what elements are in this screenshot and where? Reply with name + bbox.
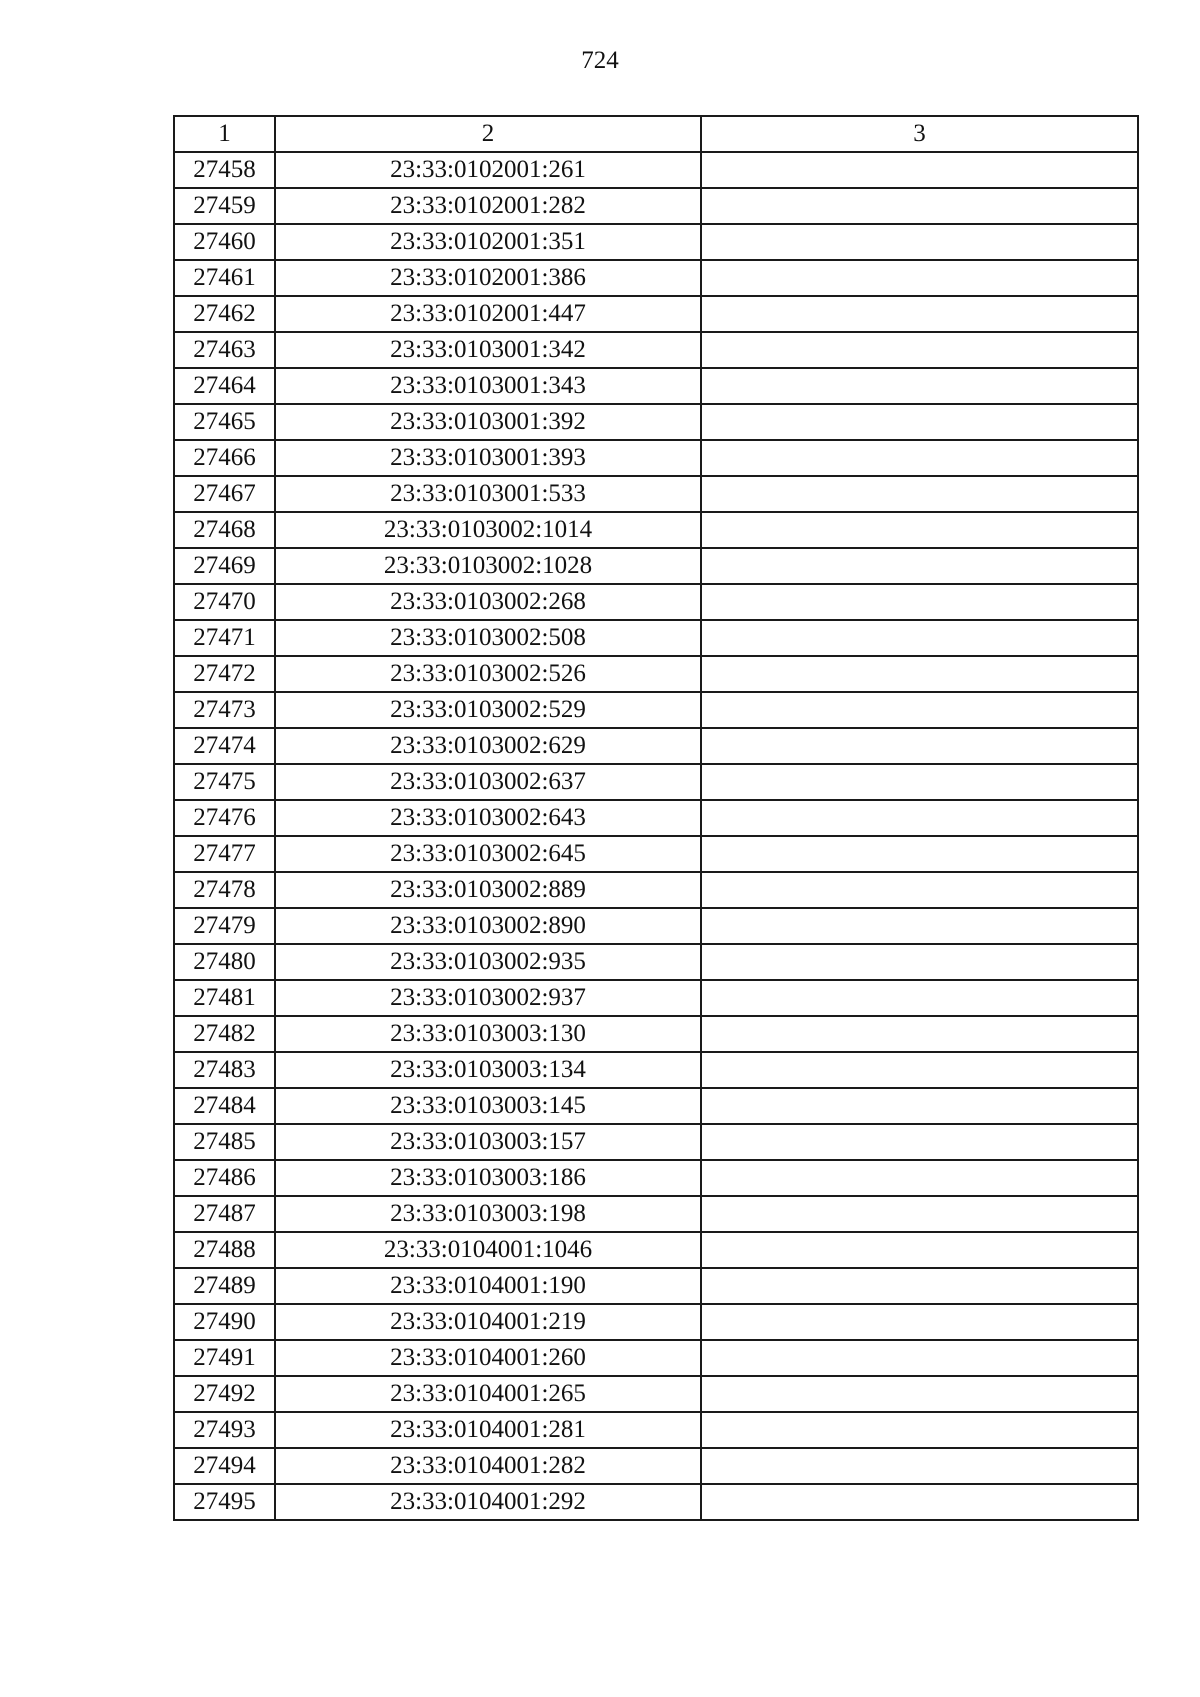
cadastral-number-cell: 23:33:0103003:157: [275, 1124, 701, 1160]
row-number-cell: 27459: [174, 188, 275, 224]
note-cell: [701, 440, 1138, 476]
table-row: [174, 1016, 1138, 1052]
cadastral-number-cell: 23:33:0103002:629: [275, 728, 701, 764]
row-number-cell: 27491: [174, 1340, 275, 1376]
table-row: [174, 764, 1138, 800]
note-cell: [701, 296, 1138, 332]
table-row: [174, 1160, 1138, 1196]
note-cell: [701, 152, 1138, 188]
table-row: [174, 548, 1138, 584]
table-row: [174, 368, 1138, 404]
note-cell: [701, 260, 1138, 296]
note-cell: [701, 1088, 1138, 1124]
table-row: [174, 1088, 1138, 1124]
table-body: [174, 152, 1138, 1520]
table-row: [174, 1196, 1138, 1232]
row-number-cell: 27479: [174, 908, 275, 944]
note-cell: [701, 944, 1138, 980]
table-row: [174, 1484, 1138, 1520]
note-cell: [701, 476, 1138, 512]
row-number-cell: 27465: [174, 404, 275, 440]
page-number: 724: [581, 47, 619, 74]
header-row: [174, 116, 1138, 152]
note-cell: [701, 512, 1138, 548]
table-row: [174, 1124, 1138, 1160]
cadastral-number-cell: 23:33:0103002:508: [275, 620, 701, 656]
cadastral-number-cell: 23:33:0103002:937: [275, 980, 701, 1016]
table-row: [174, 1232, 1138, 1268]
cadastral-number-cell: 23:33:0102001:261: [275, 152, 701, 188]
row-number-cell: 27488: [174, 1232, 275, 1268]
note-cell: [701, 1196, 1138, 1232]
row-number-cell: 27468: [174, 512, 275, 548]
note-cell: [701, 548, 1138, 584]
row-number-cell: 27481: [174, 980, 275, 1016]
note-cell: [701, 404, 1138, 440]
row-number-cell: 27466: [174, 440, 275, 476]
cadastral-number-cell: 23:33:0102001:282: [275, 188, 701, 224]
table-row: [174, 476, 1138, 512]
note-cell: [701, 836, 1138, 872]
cadastral-number-cell: 23:33:0103002:935: [275, 944, 701, 980]
cadastral-number-cell: 23:33:0103001:343: [275, 368, 701, 404]
row-number-cell: 27460: [174, 224, 275, 260]
cadastral-number-cell: 23:33:0103003:145: [275, 1088, 701, 1124]
note-cell: [701, 728, 1138, 764]
row-number-cell: 27469: [174, 548, 275, 584]
note-cell: [701, 872, 1138, 908]
note-cell: [701, 764, 1138, 800]
row-number-cell: 27477: [174, 836, 275, 872]
note-cell: [701, 656, 1138, 692]
cadastral-number-cell: 23:33:0103002:889: [275, 872, 701, 908]
note-cell: [701, 1160, 1138, 1196]
note-cell: [701, 1484, 1138, 1520]
row-number-cell: 27472: [174, 656, 275, 692]
cadastral-number-cell: 23:33:0103002:529: [275, 692, 701, 728]
cadastral-number-cell: 23:33:0103002:645: [275, 836, 701, 872]
table-row: [174, 908, 1138, 944]
cadastral-number-cell: 23:33:0104001:260: [275, 1340, 701, 1376]
note-cell: [701, 1304, 1138, 1340]
cadastral-number-cell: 23:33:0103003:186: [275, 1160, 701, 1196]
note-cell: [701, 1052, 1138, 1088]
row-number-cell: 27463: [174, 332, 275, 368]
row-number-cell: 27458: [174, 152, 275, 188]
table-row: [174, 1052, 1138, 1088]
table-row: [174, 656, 1138, 692]
table-row: [174, 980, 1138, 1016]
table-row: [174, 512, 1138, 548]
note-cell: [701, 368, 1138, 404]
header-col-1: 1: [174, 116, 275, 152]
table-row: [174, 800, 1138, 836]
note-cell: [701, 584, 1138, 620]
row-number-cell: 27467: [174, 476, 275, 512]
row-number-cell: 27490: [174, 1304, 275, 1340]
table-row: [174, 1448, 1138, 1484]
row-number-cell: 27461: [174, 260, 275, 296]
table-row: [174, 620, 1138, 656]
table-row: [174, 728, 1138, 764]
registry-table: [173, 115, 1139, 1521]
cadastral-number-cell: 23:33:0103003:134: [275, 1052, 701, 1088]
cadastral-number-cell: 23:33:0104001:219: [275, 1304, 701, 1340]
cadastral-number-cell: 23:33:0103002:890: [275, 908, 701, 944]
note-cell: [701, 980, 1138, 1016]
note-cell: [701, 1232, 1138, 1268]
row-number-cell: 27486: [174, 1160, 275, 1196]
row-number-cell: 27489: [174, 1268, 275, 1304]
cadastral-number-cell: 23:33:0103001:393: [275, 440, 701, 476]
table-row: [174, 1412, 1138, 1448]
table-row: [174, 260, 1138, 296]
row-number-cell: 27494: [174, 1448, 275, 1484]
note-cell: [701, 224, 1138, 260]
table-row: [174, 1304, 1138, 1340]
cadastral-number-cell: 23:33:0102001:447: [275, 296, 701, 332]
row-number-cell: 27474: [174, 728, 275, 764]
table-row: [174, 152, 1138, 188]
table-row: [174, 872, 1138, 908]
table-row: [174, 692, 1138, 728]
table-header: [174, 116, 1138, 152]
cadastral-number-cell: 23:33:0103001:392: [275, 404, 701, 440]
row-number-cell: 27495: [174, 1484, 275, 1520]
table-row: [174, 1268, 1138, 1304]
row-number-cell: 27483: [174, 1052, 275, 1088]
cadastral-number-cell: 23:33:0104001:281: [275, 1412, 701, 1448]
table-row: [174, 296, 1138, 332]
table-row: [174, 440, 1138, 476]
note-cell: [701, 1448, 1138, 1484]
cadastral-number-cell: 23:33:0103002:637: [275, 764, 701, 800]
cadastral-number-cell: 23:33:0104001:1046: [275, 1232, 701, 1268]
note-cell: [701, 1268, 1138, 1304]
cadastral-number-cell: 23:33:0103003:198: [275, 1196, 701, 1232]
row-number-cell: 27470: [174, 584, 275, 620]
table-row: [174, 404, 1138, 440]
table-row: [174, 332, 1138, 368]
note-cell: [701, 1340, 1138, 1376]
note-cell: [701, 908, 1138, 944]
cadastral-number-cell: 23:33:0103001:342: [275, 332, 701, 368]
cadastral-number-cell: 23:33:0103002:268: [275, 584, 701, 620]
row-number-cell: 27484: [174, 1088, 275, 1124]
cadastral-number-cell: 23:33:0103003:130: [275, 1016, 701, 1052]
cadastral-number-cell: 23:33:0102001:351: [275, 224, 701, 260]
row-number-cell: 27482: [174, 1016, 275, 1052]
row-number-cell: 27471: [174, 620, 275, 656]
row-number-cell: 27462: [174, 296, 275, 332]
cadastral-number-cell: 23:33:0104001:190: [275, 1268, 701, 1304]
cadastral-number-cell: 23:33:0103002:1014: [275, 512, 701, 548]
note-cell: [701, 1016, 1138, 1052]
table-row: [174, 584, 1138, 620]
note-cell: [701, 1412, 1138, 1448]
row-number-cell: 27464: [174, 368, 275, 404]
note-cell: [701, 332, 1138, 368]
cadastral-number-cell: 23:33:0103001:533: [275, 476, 701, 512]
cadastral-number-cell: 23:33:0103002:1028: [275, 548, 701, 584]
table-row: [174, 944, 1138, 980]
cadastral-number-cell: 23:33:0103002:526: [275, 656, 701, 692]
note-cell: [701, 800, 1138, 836]
note-cell: [701, 188, 1138, 224]
cadastral-number-cell: 23:33:0102001:386: [275, 260, 701, 296]
row-number-cell: 27476: [174, 800, 275, 836]
table-row: [174, 188, 1138, 224]
table-row: [174, 1340, 1138, 1376]
row-number-cell: 27485: [174, 1124, 275, 1160]
cadastral-number-cell: 23:33:0103002:643: [275, 800, 701, 836]
row-number-cell: 27492: [174, 1376, 275, 1412]
note-cell: [701, 692, 1138, 728]
table-row: [174, 836, 1138, 872]
row-number-cell: 27493: [174, 1412, 275, 1448]
cadastral-number-cell: 23:33:0104001:265: [275, 1376, 701, 1412]
note-cell: [701, 1376, 1138, 1412]
note-cell: [701, 1124, 1138, 1160]
note-cell: [701, 620, 1138, 656]
header-col-2: 2: [275, 116, 701, 152]
row-number-cell: 27473: [174, 692, 275, 728]
table-row: [174, 224, 1138, 260]
cadastral-number-cell: 23:33:0104001:292: [275, 1484, 701, 1520]
row-number-cell: 27478: [174, 872, 275, 908]
row-number-cell: 27480: [174, 944, 275, 980]
table-row: [174, 1376, 1138, 1412]
row-number-cell: 27487: [174, 1196, 275, 1232]
cadastral-number-cell: 23:33:0104001:282: [275, 1448, 701, 1484]
row-number-cell: 27475: [174, 764, 275, 800]
header-col-3: 3: [701, 116, 1138, 152]
